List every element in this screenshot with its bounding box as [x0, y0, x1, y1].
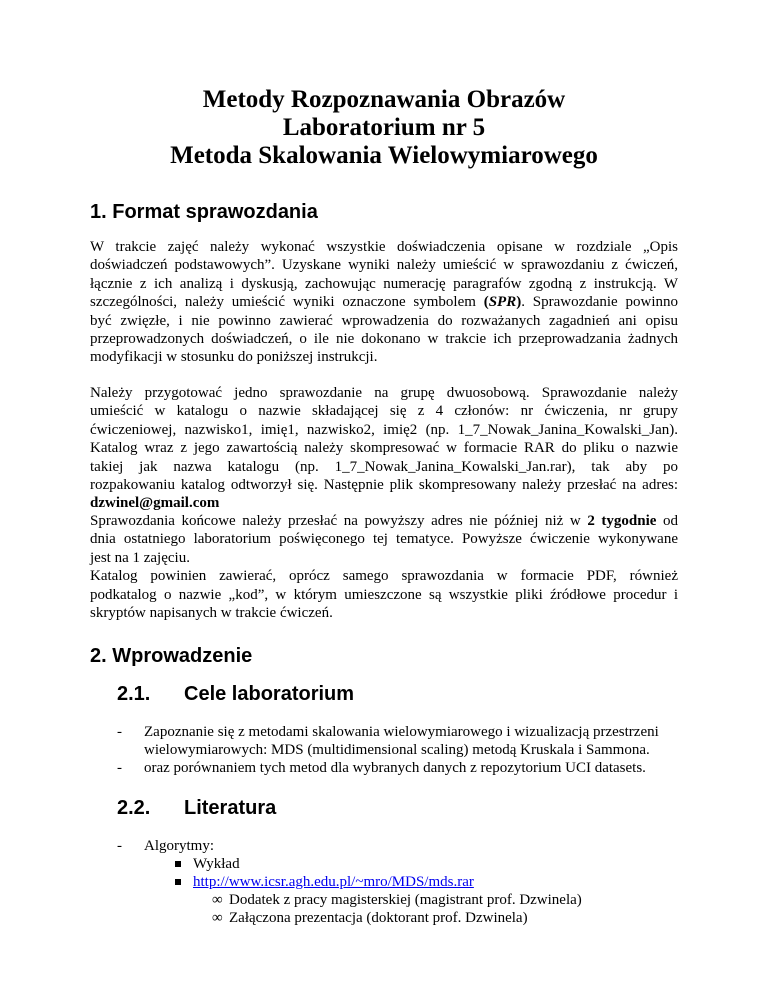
deadline-text: 2 tygodnie	[587, 513, 657, 529]
text-line: podkatalog o nazwie „kod”, w którym umieszczone są wszystkie pliki źródłowe procedur i	[90, 586, 678, 603]
text-line: łącznie z ich analizą i dyskusją, zachowując numerację paragrafów zgodną z instrukcją. W	[90, 275, 678, 292]
text-line: przeprowadzonych doświadczeń, o ile nie dokonano w trakcie ich przeprowadzania żadnych	[90, 330, 678, 347]
doc-title-line-2: Laboratorium nr 5	[282, 114, 486, 141]
text-run: Sprawozdania końcowe należy przesłać na powyższy adres nie później niż w	[90, 513, 588, 529]
section-1-paragraph-3	[90, 512, 678, 622]
text-run: (	[483, 294, 489, 311]
spr-symbol: SPR	[488, 294, 517, 311]
text-line: W trakcie zajęć należy wykonać wszystkie doświadczenia opisane w rozdziale „Opis	[90, 239, 678, 255]
text-run: )	[516, 294, 522, 311]
square-bullet-icon	[175, 861, 181, 867]
text-line: Katalog powinien zawierać, oprócz samego sprawozdania w formacie PDF, również	[90, 568, 678, 585]
text-line: być zwięzłe, i nie powinno zawierać wprowadzenia do rozważanych zagadnień ani opisu	[90, 312, 678, 329]
dash-bullet: -	[117, 724, 122, 740]
section-1-paragraph-2	[90, 384, 678, 513]
email-address: dzwinel@gmail.com	[90, 495, 220, 512]
infinity-bullet-icon: ∞	[212, 892, 223, 908]
text-line	[90, 293, 678, 311]
text-line: jest na 1 zajęciu.	[90, 549, 190, 566]
doc-title-line-1: Metody Rozpoznawania Obrazów	[202, 86, 566, 113]
goal-item-2: oraz porównaniem tych metod dla wybranych danych z repozytorium UCI datasets.	[144, 760, 646, 776]
text-line	[90, 512, 678, 530]
section-1-paragraph-1	[90, 238, 678, 367]
square-bullet-icon	[175, 879, 181, 885]
section-1-heading: 1. Format sprawozdania	[90, 201, 318, 223]
literature-item-algorithms: Algorytmy:	[144, 838, 214, 854]
text-line: umieścić w katalogu o nazwie składającej się z 4 członów: nr ćwiczenia, nr grupy	[90, 403, 678, 420]
dash-bullet: -	[117, 838, 122, 854]
literature-item-presentation: Załączona prezentacja (doktorant prof. Dzwinela)	[229, 910, 528, 926]
mds-archive-link[interactable]: http://www.icsr.agh.edu.pl/~mro/MDS/mds.rar	[193, 874, 474, 890]
text-line: Należy przygotować jedno sprawozdanie na grupę dwuosobową. Sprawozdanie należy	[90, 385, 678, 401]
text-line: Katalog wraz z jego zawartością należy skompresować w formacie RAR do pliku o nazwie	[90, 440, 678, 457]
text-run: od	[656, 513, 679, 529]
goal-item-1-line-1: Zapoznanie się z metodami skalowania wielowymiarowego i wizualizacją przestrzeni	[144, 724, 659, 740]
literature-item-lecture: Wykład	[193, 856, 240, 872]
text-line: ćwiczeniowej, nazwisko1, imię1, nazwisko2, imię2 (np. 1_7_Nowak_Janina_Kowalski_Jan).	[90, 421, 678, 438]
text-line: modyfikacji w stosunku do poniższej instrukcji.	[90, 349, 378, 366]
text-line: dnia ostatniego laboratorium poświęconego tej tematyce. Powyższe ćwiczenie wykonywane	[90, 531, 678, 548]
literature-item-thesis-appendix: Dodatek z pracy magisterskiej (magistrant prof. Dzwinela)	[229, 892, 582, 908]
text-line: takiej jak nazwa katalogu (np. 1_7_Nowak_Janina_Kowalski_Jan.rar), tak aby po	[90, 458, 678, 475]
infinity-bullet-icon: ∞	[212, 910, 223, 926]
subsection-2-1-title: Cele laboratorium	[184, 683, 355, 705]
subsection-2-2-title: Literatura	[184, 797, 277, 819]
text-line: doświadczeń podstawowych”. Uzyskane wyniki należy umieścić w sprawozdaniu z ćwiczeń,	[90, 257, 678, 274]
section-2-heading: 2. Wprowadzenie	[90, 645, 253, 667]
text-line: skryptów napisanych w trakcie ćwiczeń.	[90, 604, 333, 621]
subsection-2-2-number: 2.2.	[117, 797, 151, 819]
goal-item-1-line-2: wielowymiarowych: MDS (multidimensional scaling) metodą Kruskala i Sammona.	[144, 742, 650, 758]
text-run: szczególności, należy umieścić wyniki oznaczone symbolem	[90, 294, 484, 311]
text-run: . Sprawozdanie powinno	[521, 294, 678, 311]
doc-title-line-3: Metoda Skalowania Wielowymiarowego	[170, 142, 598, 169]
text-line: rozpakowaniu katalog odtworzył się. Następnie plik skompresowany należy przesłać na adres:	[90, 476, 678, 493]
subsection-2-1-number: 2.1.	[117, 683, 151, 705]
dash-bullet: -	[117, 760, 122, 776]
